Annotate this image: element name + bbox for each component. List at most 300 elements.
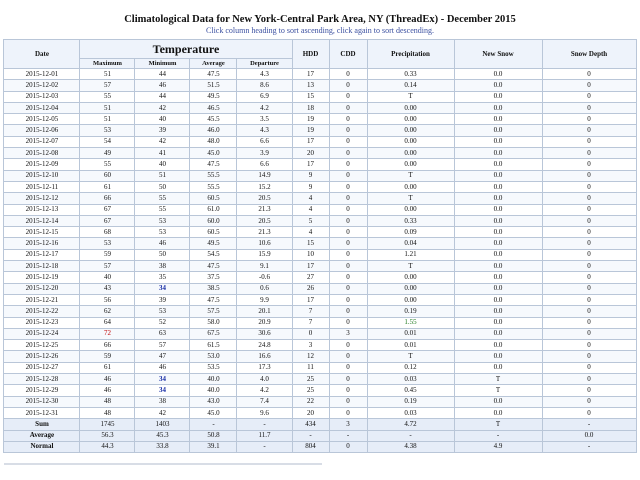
cell-average: 53.5: [190, 362, 237, 373]
cell-snow-depth: 0: [542, 102, 636, 113]
cell-departure: 9.9: [237, 294, 292, 305]
cell-new-snow: 0.0: [454, 181, 542, 192]
table-row: [4, 272, 636, 283]
table-row: [4, 215, 636, 226]
cell-date: 2015-12-25: [4, 340, 80, 351]
cell-new-snow: 4.9: [454, 441, 542, 452]
cell-cdd: 0: [329, 80, 367, 91]
cell-new-snow: T: [454, 419, 542, 430]
cell-departure: -: [237, 419, 292, 430]
cell-maximum: 56.3: [80, 430, 135, 441]
cell-average: 46.5: [190, 102, 237, 113]
cell-average: 38.5: [190, 283, 237, 294]
cell-hdd: 7: [292, 317, 329, 328]
cell-cdd: -: [329, 430, 367, 441]
cell-cdd: 0: [329, 170, 367, 181]
cell-maximum: 55: [80, 159, 135, 170]
cell-date: 2015-12-07: [4, 136, 80, 147]
cell-minimum: 53: [135, 227, 190, 238]
cell-average: 45.0: [190, 407, 237, 418]
cell-new-snow: 0.0: [454, 317, 542, 328]
cell-snow-depth: 0: [542, 114, 636, 125]
cell-new-snow: 0.0: [454, 362, 542, 373]
cell-precipitation: 0.03: [367, 374, 454, 385]
cell-cdd: 0: [329, 362, 367, 373]
cell-hdd: 10: [292, 249, 329, 260]
cell-cdd: 0: [329, 340, 367, 351]
cell-average: 49.5: [190, 91, 237, 102]
cell-maximum: 59: [80, 351, 135, 362]
cell-departure: 21.3: [237, 227, 292, 238]
cell-average: 40.0: [190, 374, 237, 385]
cell-cdd: 0: [329, 272, 367, 283]
cell-new-snow: 0.0: [454, 114, 542, 125]
cell-departure: 20.5: [237, 215, 292, 226]
cell-minimum: 34: [135, 385, 190, 396]
cell-date: 2015-12-10: [4, 170, 80, 181]
cell-average: 48.0: [190, 136, 237, 147]
cell-date: 2015-12-27: [4, 362, 80, 373]
cell-maximum: 61: [80, 362, 135, 373]
cell-snow-depth: 0: [542, 91, 636, 102]
cell-snow-depth: 0: [542, 328, 636, 339]
cell-snow-depth: 0: [542, 193, 636, 204]
cell-date: 2015-12-01: [4, 69, 80, 80]
cell-precipitation: T: [367, 261, 454, 272]
cell-date: 2015-12-11: [4, 181, 80, 192]
cell-new-snow: 0.0: [454, 215, 542, 226]
cell-precipitation: 0.03: [367, 407, 454, 418]
cell-cdd: 3: [329, 328, 367, 339]
cell-average: 37.5: [190, 272, 237, 283]
cell-departure: 20.9: [237, 317, 292, 328]
cell-hdd: 20: [292, 148, 329, 159]
cell-minimum: 46: [135, 238, 190, 249]
cell-date: 2015-12-22: [4, 306, 80, 317]
cell-cdd: 0: [329, 159, 367, 170]
table-row: [4, 407, 636, 418]
cell-cdd: 0: [329, 283, 367, 294]
table-row: [4, 125, 636, 136]
cell-snow-depth: 0: [542, 249, 636, 260]
cell-new-snow: 0.0: [454, 283, 542, 294]
cell-maximum: 54: [80, 136, 135, 147]
cell-minimum: 44: [135, 69, 190, 80]
cell-maximum: 57: [80, 80, 135, 91]
table-row: [4, 114, 636, 125]
cell-precipitation: 0.19: [367, 306, 454, 317]
cell-maximum: 49: [80, 148, 135, 159]
cell-snow-depth: 0: [542, 283, 636, 294]
cell-precipitation: 0.00: [367, 181, 454, 192]
cell-precipitation: 0.00: [367, 136, 454, 147]
cell-minimum: 38: [135, 261, 190, 272]
cell-new-snow: 0.0: [454, 227, 542, 238]
column-header-new-snow[interactable]: New Snow: [454, 40, 542, 69]
cell-hdd: 20: [292, 407, 329, 418]
cell-cdd: 3: [329, 419, 367, 430]
cell-precipitation: 1.55: [367, 317, 454, 328]
cell-minimum: 33.8: [135, 441, 190, 452]
cell-average: 58.0: [190, 317, 237, 328]
cell-maximum: 72: [80, 328, 135, 339]
cell-snow-depth: 0: [542, 362, 636, 373]
cell-snow-depth: 0: [542, 136, 636, 147]
cell-average: 60.0: [190, 215, 237, 226]
cell-maximum: 62: [80, 306, 135, 317]
cell-precipitation: -: [367, 430, 454, 441]
cell-maximum: 46: [80, 385, 135, 396]
cell-snow-depth: -: [542, 441, 636, 452]
column-header-cdd[interactable]: CDD: [329, 40, 367, 69]
table-row: [4, 193, 636, 204]
cell-minimum: 42: [135, 407, 190, 418]
cell-date: 2015-12-30: [4, 396, 80, 407]
cell-new-snow: 0.0: [454, 340, 542, 351]
column-header-hdd[interactable]: HDD: [292, 40, 329, 69]
cell-departure: 21.3: [237, 204, 292, 215]
cell-date: 2015-12-28: [4, 374, 80, 385]
cell-hdd: 22: [292, 396, 329, 407]
cell-new-snow: 0.0: [454, 170, 542, 181]
table-row: [4, 238, 636, 249]
cell-average: 60.5: [190, 227, 237, 238]
cell-minimum: 34: [135, 374, 190, 385]
table-row: [4, 170, 636, 181]
cell-cdd: 0: [329, 351, 367, 362]
table-row: [4, 91, 636, 102]
cell-maximum: 67: [80, 204, 135, 215]
cell-date: 2015-12-06: [4, 125, 80, 136]
cell-cdd: 0: [329, 227, 367, 238]
cell-hdd: 5: [292, 215, 329, 226]
cell-hdd: 19: [292, 114, 329, 125]
cell-new-snow: 0.0: [454, 294, 542, 305]
cell-cdd: 0: [329, 69, 367, 80]
cell-cdd: 0: [329, 317, 367, 328]
cell-departure: 4.3: [237, 69, 292, 80]
cell-departure: 0.6: [237, 283, 292, 294]
cell-departure: -0.6: [237, 272, 292, 283]
table-row: [4, 69, 636, 80]
cell-new-snow: 0.0: [454, 238, 542, 249]
cell-maximum: 51: [80, 114, 135, 125]
cell-average: 40.0: [190, 385, 237, 396]
cell-precipitation: 1.21: [367, 249, 454, 260]
cell-precipitation: 0.19: [367, 396, 454, 407]
table-row: [4, 396, 636, 407]
cell-new-snow: 0.0: [454, 125, 542, 136]
cell-cdd: 0: [329, 261, 367, 272]
cell-precipitation: 0.00: [367, 102, 454, 113]
column-header-precipitation[interactable]: Precipitation: [367, 40, 454, 69]
cell-snow-depth: 0: [542, 340, 636, 351]
cell-maximum: 48: [80, 396, 135, 407]
column-header-departure[interactable]: Departure: [237, 59, 292, 69]
cell-cdd: 0: [329, 215, 367, 226]
cell-average: 55.5: [190, 170, 237, 181]
cell-hdd: 18: [292, 102, 329, 113]
cell-departure: 15.2: [237, 181, 292, 192]
cell-hdd: 4: [292, 204, 329, 215]
cell-average: 53.0: [190, 351, 237, 362]
cell-precipitation: 0.00: [367, 148, 454, 159]
table-row: [4, 283, 636, 294]
cell-minimum: 63: [135, 328, 190, 339]
column-header-average[interactable]: Average: [190, 59, 237, 69]
cell-date: 2015-12-24: [4, 328, 80, 339]
cell-cdd: 0: [329, 193, 367, 204]
table-row: [4, 227, 636, 238]
summary-label: Average: [4, 430, 80, 441]
table-row: [4, 181, 636, 192]
cell-minimum: 46: [135, 362, 190, 373]
table-row: [4, 294, 636, 305]
cell-maximum: 1745: [80, 419, 135, 430]
cell-precipitation: 0.09: [367, 227, 454, 238]
cell-departure: 7.4: [237, 396, 292, 407]
cell-snow-depth: 0: [542, 170, 636, 181]
cell-departure: 3.9: [237, 148, 292, 159]
cell-hdd: 17: [292, 136, 329, 147]
cell-new-snow: 0.0: [454, 69, 542, 80]
cell-date: 2015-12-17: [4, 249, 80, 260]
cell-departure: 14.9: [237, 170, 292, 181]
cell-date: 2015-12-02: [4, 80, 80, 91]
cell-precipitation: 0.12: [367, 362, 454, 373]
cell-hdd: 3: [292, 340, 329, 351]
cell-cdd: 0: [329, 294, 367, 305]
cell-average: 67.5: [190, 328, 237, 339]
cell-precipitation: 4.38: [367, 441, 454, 452]
cell-new-snow: 0.0: [454, 204, 542, 215]
cell-snow-depth: 0: [542, 238, 636, 249]
table-row: [4, 204, 636, 215]
cell-snow-depth: -: [542, 419, 636, 430]
cell-cdd: 0: [329, 374, 367, 385]
cell-new-snow: 0.0: [454, 407, 542, 418]
cell-departure: 4.0: [237, 374, 292, 385]
cell-hdd: 17: [292, 159, 329, 170]
cell-date: 2015-12-26: [4, 351, 80, 362]
cell-new-snow: 0.0: [454, 159, 542, 170]
cell-snow-depth: 0: [542, 159, 636, 170]
cell-minimum: 53: [135, 215, 190, 226]
cell-new-snow: 0.0: [454, 80, 542, 91]
table-row: [4, 159, 636, 170]
cell-maximum: 53: [80, 125, 135, 136]
cell-snow-depth: 0: [542, 385, 636, 396]
table-body: [4, 69, 636, 419]
cell-average: 61.0: [190, 204, 237, 215]
cell-new-snow: 0.0: [454, 102, 542, 113]
cell-snow-depth: 0: [542, 351, 636, 362]
cell-new-snow: 0.0: [454, 193, 542, 204]
cell-maximum: 55: [80, 91, 135, 102]
cell-snow-depth: 0: [542, 148, 636, 159]
cell-minimum: 35: [135, 272, 190, 283]
cell-minimum: 41: [135, 148, 190, 159]
cell-departure: 6.6: [237, 136, 292, 147]
cell-date: 2015-12-16: [4, 238, 80, 249]
cell-snow-depth: 0: [542, 374, 636, 385]
sort-instructions: Click column heading to sort ascending, click again to sort descending.: [206, 26, 434, 35]
column-header-snow-depth[interactable]: Snow Depth: [542, 40, 636, 69]
cell-precipitation: 4.72: [367, 419, 454, 430]
cell-maximum: 51: [80, 102, 135, 113]
cell-cdd: 0: [329, 306, 367, 317]
cell-maximum: 40: [80, 272, 135, 283]
cell-date: 2015-12-13: [4, 204, 80, 215]
summary-label: Normal: [4, 441, 80, 452]
cell-average: 47.5: [190, 294, 237, 305]
cell-minimum: 42: [135, 102, 190, 113]
cell-precipitation: T: [367, 170, 454, 181]
cell-snow-depth: 0: [542, 317, 636, 328]
table-row: [4, 80, 636, 91]
cell-maximum: 66: [80, 193, 135, 204]
cell-average: -: [190, 419, 237, 430]
cell-hdd: 9: [292, 181, 329, 192]
cell-date: 2015-12-14: [4, 215, 80, 226]
table-summary: [4, 419, 636, 453]
cell-hdd: 4: [292, 227, 329, 238]
cell-maximum: 43: [80, 283, 135, 294]
cell-new-snow: 0.0: [454, 148, 542, 159]
cell-departure: 24.8: [237, 340, 292, 351]
cell-precipitation: T: [367, 91, 454, 102]
cell-cdd: 0: [329, 102, 367, 113]
cell-departure: 4.2: [237, 385, 292, 396]
cell-minimum: 47: [135, 351, 190, 362]
column-header-maximum[interactable]: Maximum: [80, 59, 135, 69]
cell-maximum: 64: [80, 317, 135, 328]
cell-snow-depth: 0: [542, 80, 636, 91]
summary-label: Sum: [4, 419, 80, 430]
summary-row: [4, 441, 636, 452]
table-row: [4, 136, 636, 147]
cell-cdd: 0: [329, 181, 367, 192]
cell-precipitation: 0.00: [367, 159, 454, 170]
cell-snow-depth: 0: [542, 181, 636, 192]
cell-snow-depth: 0: [542, 261, 636, 272]
cell-departure: -: [237, 441, 292, 452]
cell-departure: 15.9: [237, 249, 292, 260]
cell-cdd: 0: [329, 249, 367, 260]
cell-precipitation: 0.00: [367, 294, 454, 305]
cell-date: 2015-12-18: [4, 261, 80, 272]
temperature-group-header: Temperature: [80, 40, 292, 59]
cell-average: 50.8: [190, 430, 237, 441]
cell-minimum: 39: [135, 125, 190, 136]
cell-date: 2015-12-04: [4, 102, 80, 113]
cell-minimum: 38: [135, 396, 190, 407]
cell-date: 2015-12-09: [4, 159, 80, 170]
cell-precipitation: T: [367, 351, 454, 362]
cell-precipitation: 0.01: [367, 328, 454, 339]
cell-hdd: 12: [292, 351, 329, 362]
cell-departure: 9.1: [237, 261, 292, 272]
cell-date: 2015-12-05: [4, 114, 80, 125]
cell-hdd: 434: [292, 419, 329, 430]
cell-minimum: 57: [135, 340, 190, 351]
cell-maximum: 53: [80, 238, 135, 249]
cell-precipitation: 0.01: [367, 340, 454, 351]
cell-snow-depth: 0.0: [542, 430, 636, 441]
cell-maximum: 51: [80, 69, 135, 80]
column-header-minimum[interactable]: Minimum: [135, 59, 190, 69]
cell-cdd: 0: [329, 385, 367, 396]
cell-average: 45.5: [190, 114, 237, 125]
cell-new-snow: 0.0: [454, 328, 542, 339]
table-row: [4, 340, 636, 351]
cell-hdd: 804: [292, 441, 329, 452]
cell-date: 2015-12-03: [4, 91, 80, 102]
cell-minimum: 46: [135, 80, 190, 91]
cell-date: 2015-12-12: [4, 193, 80, 204]
cell-average: 46.0: [190, 125, 237, 136]
column-header-date[interactable]: Date: [4, 40, 80, 69]
table-row: [4, 249, 636, 260]
cell-hdd: 19: [292, 125, 329, 136]
cell-precipitation: 0.00: [367, 204, 454, 215]
cell-maximum: 59: [80, 249, 135, 260]
cell-hdd: 25: [292, 385, 329, 396]
cell-average: 45.0: [190, 148, 237, 159]
cell-new-snow: -: [454, 430, 542, 441]
cell-new-snow: 0.0: [454, 136, 542, 147]
cell-cdd: 0: [329, 91, 367, 102]
cell-snow-depth: 0: [542, 407, 636, 418]
cell-date: 2015-12-15: [4, 227, 80, 238]
table-row: [4, 362, 636, 373]
cell-snow-depth: 0: [542, 215, 636, 226]
cell-departure: 20.5: [237, 193, 292, 204]
cell-average: 51.5: [190, 80, 237, 91]
cell-departure: 8.6: [237, 80, 292, 91]
cell-cdd: 0: [329, 125, 367, 136]
horizontal-scrollbar[interactable]: [4, 463, 322, 465]
cell-date: 2015-12-31: [4, 407, 80, 418]
cell-departure: 4.3: [237, 125, 292, 136]
cell-minimum: 50: [135, 249, 190, 260]
cell-date: 2015-12-29: [4, 385, 80, 396]
cell-new-snow: 0.0: [454, 91, 542, 102]
cell-cdd: 0: [329, 148, 367, 159]
table-row: [4, 328, 636, 339]
cell-maximum: 67: [80, 215, 135, 226]
cell-date: 2015-12-19: [4, 272, 80, 283]
cell-new-snow: 0.0: [454, 249, 542, 260]
cell-snow-depth: 0: [542, 272, 636, 283]
cell-new-snow: 0.0: [454, 396, 542, 407]
cell-precipitation: 0.00: [367, 125, 454, 136]
cell-minimum: 40: [135, 159, 190, 170]
cell-minimum: 55: [135, 193, 190, 204]
cell-hdd: 17: [292, 294, 329, 305]
cell-hdd: 4: [292, 193, 329, 204]
cell-hdd: 15: [292, 238, 329, 249]
cell-average: 49.5: [190, 238, 237, 249]
cell-precipitation: 0.33: [367, 69, 454, 80]
cell-new-snow: 0.0: [454, 306, 542, 317]
cell-precipitation: 0.00: [367, 283, 454, 294]
cell-hdd: 7: [292, 306, 329, 317]
cell-average: 55.5: [190, 181, 237, 192]
summary-row: [4, 419, 636, 430]
cell-minimum: 52: [135, 317, 190, 328]
cell-minimum: 1403: [135, 419, 190, 430]
